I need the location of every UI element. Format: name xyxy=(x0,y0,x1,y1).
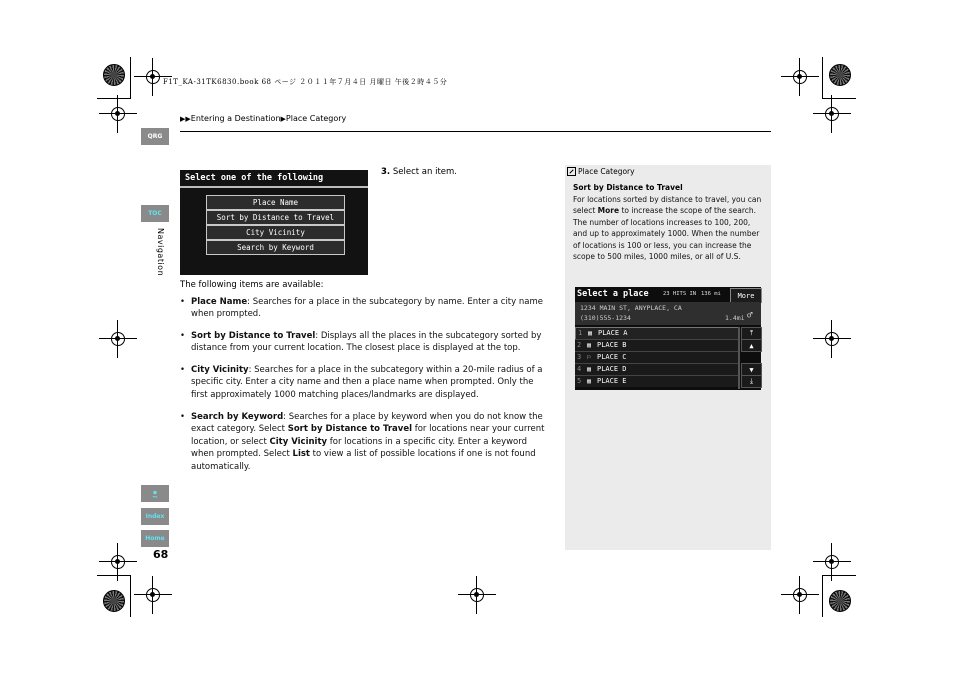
reference-icon xyxy=(567,167,576,176)
crosshair-mark xyxy=(823,553,841,571)
row-label: PLACE E xyxy=(597,377,627,385)
arrow-icon: ▶ xyxy=(280,115,286,123)
sidebar-body xyxy=(573,194,765,262)
breadcrumb-item[interactable]: Entering a Destination xyxy=(190,114,281,123)
item-term: Sort by Distance to Travel xyxy=(191,331,316,341)
item-term: City Vicinity xyxy=(191,365,249,375)
bullet-icon: • xyxy=(180,331,186,341)
registration-disc xyxy=(103,64,125,86)
item-text: : Searches for a place in the subcategory by name. Enter a city name when prompted. xyxy=(191,297,543,320)
item-link: Sort by Distance to Travel xyxy=(287,424,412,435)
registration-disc xyxy=(829,590,851,612)
item-text: for locations in a specific city. Enter a keyword when prompted. Select xyxy=(191,436,527,460)
sidebar-bold: More xyxy=(597,206,620,216)
list-item[interactable] xyxy=(575,339,738,351)
option-search-by-keyword[interactable]: Search by Keyword xyxy=(206,240,345,255)
place-icon: ▦ xyxy=(587,365,591,373)
step-instruction xyxy=(381,167,457,177)
row-label: PLACE A xyxy=(598,329,628,337)
crop-line xyxy=(130,575,131,617)
crop-line xyxy=(822,57,823,99)
list-item xyxy=(180,296,545,321)
row-label: PLACE B xyxy=(597,341,627,349)
list-item xyxy=(180,411,545,473)
item-term: Search by Keyword xyxy=(191,412,284,422)
scrollbar-track[interactable] xyxy=(738,327,740,389)
sidebar-text: For locations sorted by distance to travel, you can select xyxy=(573,195,762,216)
row-number: 1 xyxy=(578,329,583,337)
tab-toc[interactable]: TOC xyxy=(141,205,169,222)
more-button[interactable]: More xyxy=(730,288,762,303)
select-menu-screen xyxy=(180,170,368,275)
distance-text: 1.4mi xyxy=(725,314,745,322)
page-number: 68 xyxy=(153,548,169,561)
double-arrow-icon: ▶▶ xyxy=(180,115,191,123)
row-number: 4 xyxy=(577,365,582,373)
scroll-down-icon[interactable]: ▼ xyxy=(741,363,762,376)
item-text: : Searches for a place in the subcategory within a 20-mile radius of a specific city. Enter a city name and then a place name when prompted. Only the first approximately 1000 matching places/landmarks are displayed. xyxy=(191,365,543,400)
sidebar-text: to increase the scope of the search. The number of locations increases to 100, 200, and up to approximately 1000. When the number of locations is 100 or less, you can increase the scope to 500 miles, 1000 miles, or all of U.S. xyxy=(573,206,760,262)
list-item[interactable] xyxy=(575,351,738,363)
crosshair-mark xyxy=(109,105,127,123)
section-label: Navigation xyxy=(156,228,165,277)
select-place-screen xyxy=(575,287,761,390)
sidebar-heading xyxy=(565,165,771,178)
tab-qrg[interactable]: QRG xyxy=(141,128,169,145)
voice-command-icon: ꔸ xyxy=(152,488,158,499)
crop-line xyxy=(97,575,131,576)
row-number: 3 xyxy=(577,353,582,361)
crop-line xyxy=(97,98,131,99)
item-link: List xyxy=(292,449,310,460)
crosshair-mark xyxy=(144,586,162,604)
hits-count: 23 HITS IN xyxy=(663,291,697,297)
item-link: City Vicinity xyxy=(269,436,328,447)
crosshair-mark xyxy=(468,586,486,604)
crosshair-mark xyxy=(823,105,841,123)
crop-line xyxy=(822,575,856,576)
search-distance: 136 mi xyxy=(701,291,721,297)
item-text: for locations near your current location, or select xyxy=(191,424,545,447)
bullet-icon: • xyxy=(180,412,186,422)
row-number: 2 xyxy=(577,341,582,349)
breadcrumb-item[interactable]: Place Category xyxy=(285,114,347,123)
place-icon: ▦ xyxy=(587,377,591,385)
list-item[interactable] xyxy=(575,363,738,375)
list-item xyxy=(180,330,545,355)
breadcrumb xyxy=(180,114,346,123)
item-text: : Searches for a place by keyword when you do not know the exact category. Select xyxy=(191,412,543,435)
scroll-bottom-icon[interactable]: ⤓ xyxy=(741,375,762,388)
place-icon: ▦ xyxy=(587,341,591,349)
item-text: to view a list of possible locations if one is not found automatically. xyxy=(191,449,536,472)
place-icon: ▦ xyxy=(588,329,592,337)
tab-index[interactable]: Index xyxy=(141,508,169,525)
scroll-up-icon[interactable]: ▲ xyxy=(741,339,762,352)
print-header: F1T_KA-31TK6830.book 68 ページ ２０１１年７月４日 月曜日 午後２時４５分 xyxy=(163,78,448,86)
screen-title: Select one of the following xyxy=(185,173,324,183)
address-text: 1234 MAIN ST, ANYPLACE, CA xyxy=(580,304,682,312)
list-item[interactable] xyxy=(575,375,738,387)
row-label: PLACE C xyxy=(597,353,627,361)
option-city-vicinity[interactable]: City Vicinity xyxy=(206,225,345,240)
direction-pin-icon: ♂ xyxy=(747,311,753,321)
screen-title: Select a place xyxy=(577,289,649,299)
crosshair-mark xyxy=(109,330,127,348)
option-place-name[interactable]: Place Name xyxy=(206,195,345,210)
intro-text: The following items are available: xyxy=(180,280,324,290)
bullet-icon: • xyxy=(180,365,186,375)
crosshair-mark xyxy=(823,330,841,348)
sidebar-subheading: Sort by Distance to Travel xyxy=(573,183,683,192)
step-text: Select an item. xyxy=(392,167,457,177)
item-text: : Displays all the places in the subcategory sorted by distance from your current location. The closest place is displayed at the top. xyxy=(191,331,542,354)
list-item xyxy=(180,364,545,401)
item-term: Place Name xyxy=(191,297,248,307)
title-divider xyxy=(180,186,368,188)
crop-line xyxy=(130,57,131,99)
tab-home[interactable]: Home xyxy=(141,530,169,547)
crosshair-mark xyxy=(144,68,162,86)
phone-text: (310)555-1234 xyxy=(580,314,631,322)
scroll-top-icon[interactable]: ⤒ xyxy=(741,327,762,340)
registration-disc xyxy=(103,590,125,612)
header-rule xyxy=(180,131,771,132)
step-number: 3. xyxy=(381,167,391,177)
bullet-icon: • xyxy=(180,297,186,307)
sidebar-heading-text: Place Category xyxy=(578,167,635,176)
crosshair-mark xyxy=(109,553,127,571)
crop-line xyxy=(822,575,823,617)
option-sort-by-distance[interactable]: Sort by Distance to Travel xyxy=(206,210,345,225)
row-label: PLACE D xyxy=(597,365,627,373)
crosshair-mark xyxy=(791,586,809,604)
row-number: 5 xyxy=(577,377,582,385)
crosshair-mark xyxy=(791,68,809,86)
tab-voice[interactable] xyxy=(141,485,169,502)
registration-disc xyxy=(829,64,851,86)
place-icon: ⚐ xyxy=(587,353,591,361)
crop-line xyxy=(822,98,856,99)
